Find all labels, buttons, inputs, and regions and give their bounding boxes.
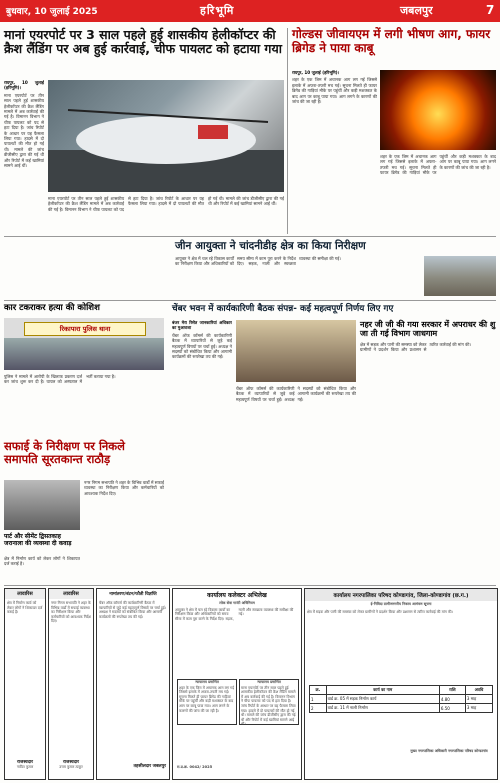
table-header: कार्य का नाम (326, 686, 439, 695)
story6-headline: नहर जी जी की गया सरकार में अपराधर की शु जा ती गई विभाग जाधगाम (360, 320, 496, 339)
story1-body: माना एयरपोर्ट पर तीन साल पहले हुई शासकीय हेलीकॉप्टर की क्रैश लैंडिंग मामले में अब कार्रवाई की गई है। विमानन विभाग ने चीफ पायलट को पद से हटा दिया है। जांच रिपोर्ट के आधार पर यह फैसला लिया गया। हादसे में दो पायलटों की मौत हो गई थी। मामले की जांच डीजीसीए द्वारा की गई थी और रिपोर्ट में कई खामियां सामने आई थीं। (4, 92, 44, 169)
notice-office-box-title: न्यायालय प्रमाणित (195, 680, 219, 684)
notice-mid-foot: तहसीलदार जबलपुर (133, 764, 166, 769)
notice-right-heading: कार्यालय नगरपालिका परिषद कोण्डागांव, जिला-कोण्डागांव (छ.ग.) (305, 589, 497, 601)
table-header-row (310, 686, 493, 695)
section-rule (4, 236, 496, 237)
classified-2-heading: लावारिस (49, 589, 93, 599)
story4-headline: कार टकराकर हत्या की कोशिश (4, 303, 100, 313)
meeting-photo (236, 320, 356, 382)
inspection-photo-2 (4, 480, 80, 530)
story4-body: पुलिस ने मामले में आरोपी के खिलाफ प्रकरण दर्ज कर जांच शुरू कर दी है। घायल को अस्पताल में भर्ती कराया गया है। (4, 374, 116, 385)
story7-headline: सफाई के निरीक्षण पर निकले समापति सूरतकान्त राठौड़ (4, 439, 125, 467)
notice-office-body: आयुक्त ने क्षेत्र में चल रहे विकास कार्यों का निरीक्षण किया और अधिकारियों को समय सीमा में काम पूरा करने के निर्देश दिए। सड़क, नाली और स्वच्छता व्यवस्था की समीक्षा की गई। (175, 607, 294, 621)
story8-body: क्षेत्र में निर्माण कार्य को लेकर लोगों ने शिकायत दर्ज कराई है। (4, 556, 80, 567)
masthead-bar (0, 0, 500, 22)
helicopter-photo (48, 80, 284, 192)
table-row (310, 704, 493, 713)
notice-office-box (177, 679, 237, 725)
notice-right-foot: मुख्य नगरपालिका अधिकारी नगरपालिका परिषद कोण्डागांव (410, 749, 488, 753)
column-rule (287, 28, 288, 234)
building-shape (4, 338, 164, 370)
fire-photo (380, 70, 496, 150)
police-station-photo (4, 318, 164, 370)
table-cell: 2 (310, 704, 327, 713)
classified-2 (48, 588, 94, 780)
story2-body-cont: शहर के एक जिम में अचानक आग लग गई जिससे इलाके में अफरा-तफरी मच गई। सूचना मिलते ही फायर ब्रिगेड की गाड़ियां मौके पर पहुंचीं और कड़ी मशक्कत के बाद आग पर काबू पाया गया। आग लगने के कारणों की जांच की जा रही है। (380, 154, 496, 176)
table-cell: वार्ड क्र. 11 में नाली निर्माण (326, 704, 439, 713)
table-cell: 6.50 (439, 704, 465, 713)
story3-headline: जीन आयुक्ता ने चांदनीडीह क्षेत्र का किया निरीक्षण (175, 240, 366, 252)
police-station-sign: रिकापारा पुलिस थाना (24, 322, 146, 336)
story5-sub (172, 320, 232, 480)
story7-body: नगर निगम सभापति ने शहर के विभिन्न वार्डों में सफाई व्यवस्था का निरीक्षण किया और कर्मचारियों को आवश्यक निर्देश दिए। (84, 480, 164, 496)
helicopter-wreck-image (48, 80, 284, 192)
notice-office-box-2 (239, 679, 299, 725)
notice-office-sub: लोक सेवा गारंटी अधिनियम (219, 601, 255, 605)
notice-mid-body: चेंबर ऑफ कॉमर्स की कार्यकारिणी बैठक में व्यापारियों से जुड़े कई महत्वपूर्ण विषयों पर चर्चा हुई। अध्यक्ष ने सदस्यों को संबोधित किया और आगामी कार्यक्रमों की रूपरेखा तय की गई। (99, 601, 167, 619)
story1-dateline: रायपुर, 10 जुलाई (हरिभूमि)। (4, 80, 44, 91)
story8-headline: पार्ट और सीमेंट द्विसतकाह जरानाला की व्यवस्था दी कवाड़ (4, 533, 72, 547)
story5-headline: चेंबर भवन में कार्यकारिणी बैठक संपन्न- कई महत्वपूर्ण निर्णय लिए गए (172, 304, 394, 314)
section-rule (4, 585, 496, 586)
table-cell: 1 (310, 695, 327, 704)
table-row (310, 695, 493, 704)
story3-body: आयुक्त ने क्षेत्र में चल रहे विकास कार्यों का निरीक्षण किया और अधिकारियों को समय सीमा में काम पूरा करने के निर्देश दिए। सड़क, नाली और स्वच्छता व्यवस्था की समीक्षा की गई। (175, 256, 341, 267)
table-header: अवधि (465, 686, 492, 695)
story2-dateline: रायपुर, 10 जुलाई (हरिभूमि)। (292, 70, 340, 75)
section-rule (4, 300, 496, 301)
story5-subhead: बंजर मेरा रिसेत जानकारियां अधिकार का मुआवजा (172, 320, 232, 331)
story1-col1 (4, 80, 44, 230)
table-cell: 3 माह (465, 695, 492, 704)
notice-office-box-body: शहर के एक जिम में अचानक आग लग गई जिससे इलाके में अफरा-तफरी मच गई। सूचना मिलते ही फायर ब्रिगेड की गाड़ियां मौके पर पहुंचीं और कड़ी मशक्कत के बाद आग पर काबू पाया गया। आग लगने के कारणों की जांच की जा रही है। (179, 685, 235, 713)
classified-1-sign-name: नावित कुमार (16, 765, 34, 769)
story2-headline: गोल्डस जीवायएम में लगी भीषण आग, फायर ब्रिगेड ने पाया काबू (292, 27, 491, 55)
masthead-name: हरिभूमि (200, 4, 235, 17)
table-cell: 3 माह (465, 704, 492, 713)
inspection-photo (424, 256, 496, 296)
classified-1-sign: राजस्वदार (17, 760, 33, 765)
notice-mid-heading: नामांतरण/बंटन/फौती विज्ञप्ति (109, 592, 157, 597)
table-cell: 4.80 (439, 695, 465, 704)
notice-mid (96, 588, 170, 780)
story5-body-cont: चेंबर ऑफ कॉमर्स की कार्यकारिणी बैठक में व्यापारियों से जुड़े कई महत्वपूर्ण विषयों पर चर्चा हुई। अध्यक्ष ने सदस्यों को संबोधित किया और आगामी कार्यक्रमों की रूपरेखा तय की गई। (236, 386, 356, 402)
notice-office (172, 588, 302, 780)
classified-2-sign: राजस्वदार (63, 760, 79, 765)
notice-right-table (309, 685, 493, 713)
issue-date: बुधवार, 10 जुलाई 2025 (6, 7, 98, 17)
notice-office-box2-body: माना एयरपोर्ट पर तीन साल पहले हुई शासकीय हेलीकॉप्टर की क्रैश लैंडिंग मामले में अब कार्रवाई की गई है। विमानन विभाग ने चीफ पायलट को पद से हटा दिया है। जांच रिपोर्ट के आधार पर यह फैसला लिया गया। हादसे में दो पायलटों की मौत हो गई थी। मामले की जांच डीजीसीए द्वारा की गई थी और रिपोर्ट में कई खामियां सामने आई थीं। (241, 685, 296, 727)
table-cell: वार्ड क्र. 05 में सड़क निर्माण कार्य (326, 695, 439, 704)
story6-body: क्षेत्र में सड़क और पानी की समस्या को लेकर ग्रामीणों ने प्रदर्शन किया और प्रशासन से त्वरित कार्रवाई की मांग की। (360, 342, 472, 353)
story1-body-cont: माना एयरपोर्ट पर तीन साल पहले हुई शासकीय हेलीकॉप्टर की क्रैश लैंडिंग मामले में अब कार्रवाई की गई है। विमानन विभाग ने चीफ पायलट को पद से हटा दिया है। जांच रिपोर्ट के आधार पर यह फैसला लिया गया। हादसे में दो पायलटों की मौत हो गई थी। मामले की जांच डीजीसीए द्वारा की गई थी और रिपोर्ट में कई खामियां सामने आई थीं। (48, 196, 284, 212)
edition-city: जबलपुर (400, 4, 433, 17)
story2-col (292, 70, 377, 230)
page-number: 7 (486, 3, 495, 17)
notice-right (304, 588, 498, 780)
story2-body: शहर के एक जिम में अचानक आग लग गई जिससे इलाके में अफरा-तफरी मच गई। सूचना मिलते ही फायर ब्रिगेड की गाड़ियां मौके पर पहुंचीं और कड़ी मशक्कत के बाद आग पर काबू पाया गया। आग लगने के कारणों की जांच की जा रही है। (292, 77, 377, 105)
notice-office-no: रा.प्र.क्र. 0042/ 2025 (177, 765, 213, 769)
classified-2-sign-name: उत्तम कुमार ठाकुर (59, 765, 83, 769)
classified-1 (4, 588, 46, 780)
notice-right-sub: ई-निविदा ग्रामीणनगरीय निकाय आमंत्रण सूचना (370, 602, 432, 606)
classified-2-body: नगर निगम सभापति ने शहर के विभिन्न वार्डों में सफाई व्यवस्था का निरीक्षण किया और कर्मचारियों को आवश्यक निर्देश दिए। (51, 601, 91, 624)
classified-1-heading: लावारिस (5, 589, 45, 599)
story1-headline: मानां एयरपोर्ट पर 3 साल पहले हुई शासकीय हेलीकॉप्टर की क्रैश लैंडिंग पर अब हुई कार्रवाई, चीफ पायलट को हटाया गया (4, 27, 282, 57)
table-header: क्र. (310, 686, 327, 695)
notice-office-box2-title: न्यायालय प्रमाणित (257, 680, 281, 684)
table-header: राशि (439, 686, 465, 695)
notice-office-heading: कार्यालय कलेक्टर अभिलेख (207, 592, 267, 599)
notice-right-body: क्षेत्र में सड़क और पानी की समस्या को लेकर ग्रामीणों ने प्रदर्शन किया और प्रशासन से त्वरित कार्रवाई की मांग की। (307, 609, 453, 614)
classified-1-body: क्षेत्र में निर्माण कार्य को लेकर लोगों ने शिकायत दर्ज कराई है। (7, 601, 43, 615)
story5-body: चेंबर ऑफ कॉमर्स की कार्यकारिणी बैठक में व्यापारियों से जुड़े कई महत्वपूर्ण विषयों पर चर्चा हुई। अध्यक्ष ने सदस्यों को संबोधित किया और आगामी कार्यक्रमों की रूपरेखा तय की गई। (172, 332, 232, 360)
